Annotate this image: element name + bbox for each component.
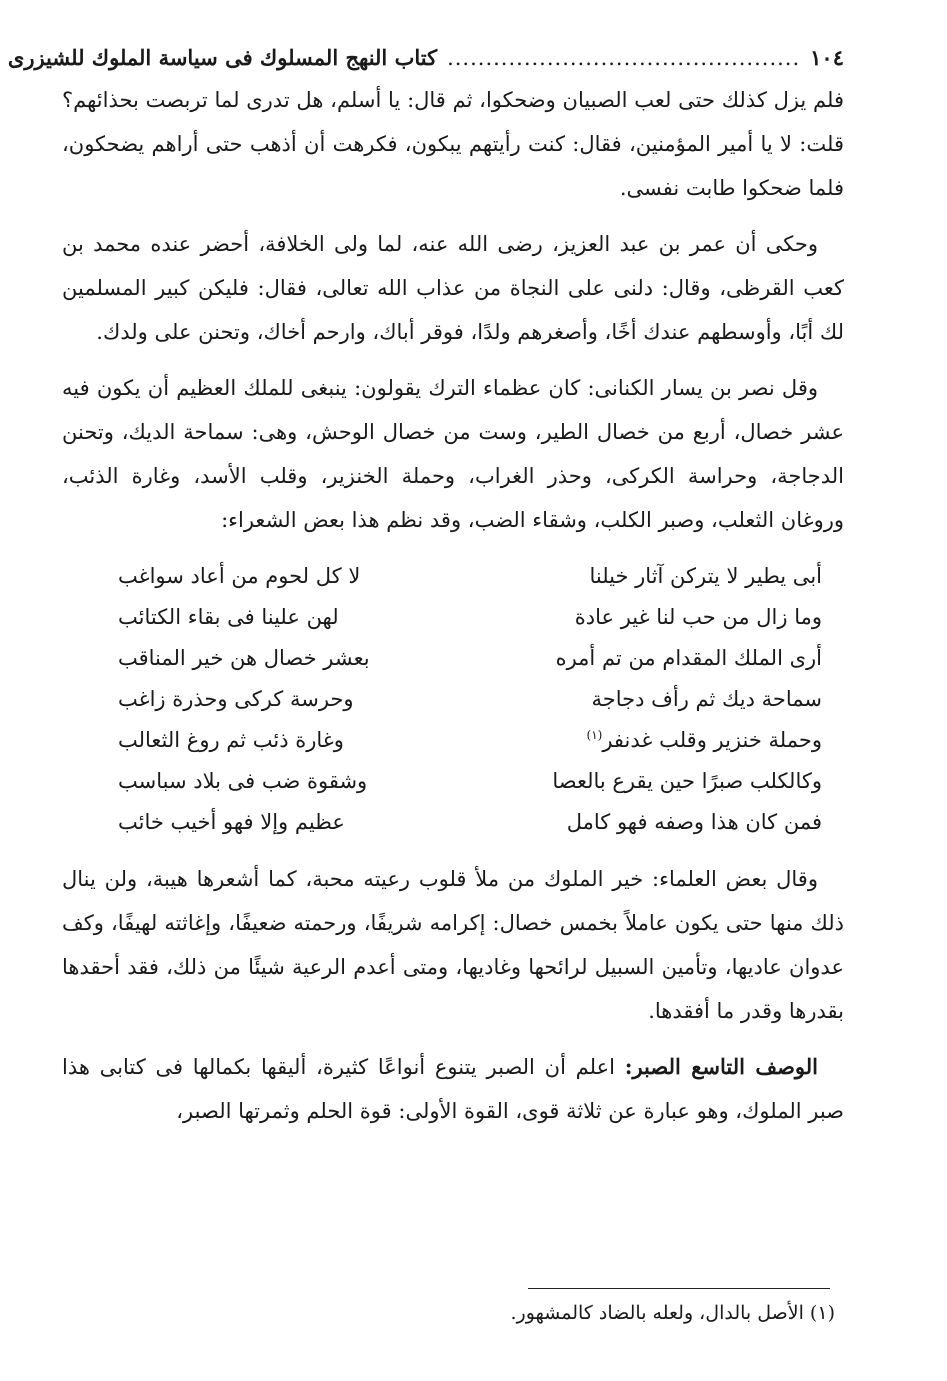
verse-second-hemistich: لهن علينا فى بقاء الكتائب (118, 605, 339, 629)
verse-second-hemistich: بعشر خصال هن خير المناقب (118, 646, 370, 670)
verse-first-hemistich: أرى الملك المقدام من تم أمره (555, 646, 822, 670)
paragraph-ninth-quality-patience (62, 1045, 844, 1133)
poem-verse (118, 638, 822, 679)
verse-text: وحملة خنزير وقلب غدنفر (602, 728, 822, 752)
verse-first-hemistich: وما زال من حب لنا غير عادة (574, 605, 822, 629)
poem-verse (118, 679, 822, 720)
poem-verse (118, 720, 822, 761)
poem (118, 556, 822, 843)
header-dot-leader: .............................................. (447, 46, 801, 70)
book-page (7, 40, 844, 1133)
verse-second-hemistich: لا كل لحوم من أعاد سواغب (118, 564, 361, 588)
verse-first-hemistich: وكالكلب صبرًا حين يقرع بالعصا (552, 769, 822, 793)
poem-verse (118, 802, 822, 843)
running-head (7, 40, 844, 76)
poem-verse (118, 761, 822, 802)
page-number: ١٠٤ (810, 45, 844, 70)
paragraph-aslam-story: فلم يزل كذلك حتى لعب الصبيان وضحكوا، ثم قال: يا أسلم، هل تدرى لما تربصت بحذائهم؟ قلت: لا يا أمير المؤمنين، فقال: كنت رأيتهم يبكون، فكرهت أن أذهب حتى أراهم يضحكون، فلما ضحكوا طابت نفسى. (62, 88, 844, 200)
verse-second-hemistich: وحرسة كركى وحذرة زاغب (118, 687, 354, 711)
paragraph-nasr-ibn-sayyar: وقل نصر بن يسار الكنانى: كان عظماء الترك يقولون: ينبغى للملك العظيم أن يكون فيه عشر خصال، أربع من خصال الطير، وست من خصال الوحش، وهى: سماحة الديك، وتحنن الدجاجة، وحراسة الكركى، وحذر الغراب، وحملة الخنزير، وقلب الأسد، وغارة الذئب، وروغان الثعلب، وصبر الكلب، وشقاء الضب، وقد نظم هذا بعض الشعراء: (62, 376, 844, 532)
footnote-reference: (١) (586, 728, 603, 742)
poem-verse (118, 556, 822, 597)
book-title: كتاب النهج المسلوك فى سياسة الملوك للشيزرى (7, 45, 438, 70)
verse-second-hemistich: وغارة ذئب ثم روغ الثعالب (118, 728, 344, 752)
verse-second-hemistich: وشقوة ضب فى بلاد سباسب (118, 769, 368, 793)
section-heading: الوصف التاسع الصبر: (624, 1054, 818, 1079)
verse-second-hemistich: عظيم وإلا فهو أخيب خائب (118, 810, 345, 834)
footnote-divider (528, 1288, 830, 1289)
paragraph-umar-ibn-abd-al-aziz: وحكى أن عمر بن عبد العزيز، رضى الله عنه، لما ولى الخلافة، أحضر عنده محمد بن كعب القرظى، وقال: دلنى على النجاة من عذاب الله تعالى، فقال: فليكن كبير المسلمين لك أبًا، وأوسطهم عندك أخًا، وأصغرهم ولدًا، فوقر أباك، وارحم أخاك، وتحنن على ولدك. (62, 232, 844, 344)
poem-verse (118, 597, 822, 638)
paragraph-text: اعلم أن الصبر يتنوع أنواعًا كثيرة، أليقها بكمالها فى كتابى هذا صبر الملوك، وهو عبارة عن ثلاثة قوى، القوة الأولى: قوة الحلم وثمرتها الصبر، (62, 1055, 844, 1123)
footnote: (١) الأصل بالدال، ولعله بالضاد كالمشهور. (510, 1302, 835, 1324)
verse-first-hemistich: فمن كان هذا وصفه فهو كامل (566, 810, 822, 834)
verse-first-hemistich: أبى يطير لا يتركن آثار خيلنا (589, 564, 822, 588)
verse-first-hemistich (498, 720, 822, 761)
paragraph-best-kings: وقال بعض العلماء: خير الملوك من ملأ قلوب رعيته محبة، كما أشعرها هيبة، ولن ينال ذلك منها حتى يكون عاملاً بخمس خصال: إكرامه شريفًا، ورحمته ضعيفًا، وإغاثته لهيفًا، وكف عدوان عاديها، وتأمين السبيل لرائحها وغاديها، ومتى أعدم الرعية شيئًا من ذلك، فقد أحقدها بقدرها وقدر ما أفقدها. (62, 867, 844, 1023)
verse-first-hemistich: سماحة ديك ثم رأف دجاجة (591, 687, 822, 711)
